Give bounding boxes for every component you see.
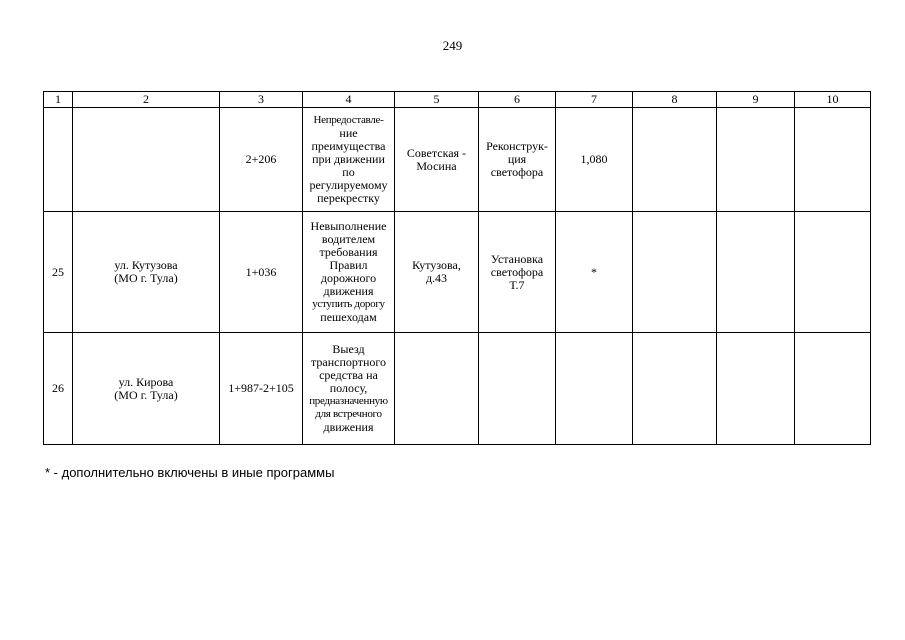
data-table (43, 91, 871, 445)
table-cell (479, 212, 556, 333)
table-cell (395, 333, 479, 445)
table-cell (633, 333, 717, 445)
table-cell: * (556, 212, 633, 333)
cell-line: Выезд (332, 342, 365, 356)
cell-line: дорожного (320, 271, 377, 285)
table-cell: 1,080 (556, 108, 633, 212)
cell-line: (МО г. Тула) (114, 271, 178, 285)
table-cell: 26 (44, 333, 73, 445)
cell-line: Советская - (406, 145, 467, 160)
cell-line: светофора (490, 264, 544, 279)
header-cell: 2 (73, 92, 220, 108)
cell-line: ул. Кирова (118, 374, 174, 389)
page-number: 249 (442, 38, 463, 53)
cell-line: движения (323, 420, 374, 434)
header-cell: 4 (303, 92, 395, 108)
header-cell: 5 (395, 92, 479, 108)
table-cell (303, 333, 395, 445)
table-row (44, 212, 871, 333)
table-cell: 1+036 (220, 212, 303, 333)
header-cell: 1 (44, 92, 73, 108)
cell-line: Невыполнение (310, 219, 387, 233)
cell-line: Кутузова, (412, 258, 461, 272)
cell-line: движения (323, 284, 374, 298)
cell-line: полосу, (329, 381, 368, 395)
table-cell (479, 108, 556, 212)
table-row (44, 108, 871, 212)
header-cell: 7 (556, 92, 633, 108)
cell-line: ция (507, 152, 527, 166)
cell-line: для встречного (315, 408, 382, 420)
table-cell: 2+206 (220, 108, 303, 212)
cell-line: Установка (490, 251, 544, 266)
header-cell: 9 (717, 92, 795, 108)
table-cell (795, 108, 871, 212)
footnote: * - дополнительно включены в иные программы (45, 465, 335, 480)
cell-line: требования (319, 245, 378, 259)
table-cell (395, 212, 479, 333)
table-cell: 1+987-2+105 (220, 333, 303, 445)
cell-line: транспортного (310, 355, 387, 369)
cell-line: водителем (321, 232, 376, 246)
cell-line: средства на (319, 368, 378, 382)
table-header-row (44, 92, 871, 108)
table-cell (717, 212, 795, 333)
cell-line: преимущества (311, 139, 386, 153)
cell-line: Мосина (416, 158, 457, 173)
table-cell (44, 108, 73, 212)
cell-line: Непредоставле- (313, 114, 384, 126)
cell-line: д.43 (425, 271, 448, 285)
cell-line: перекрестку (317, 191, 380, 205)
table-cell (395, 108, 479, 212)
cell-line: предназначенную (309, 395, 388, 407)
cell-line: ул. Кутузова (114, 258, 178, 272)
header-cell: 6 (479, 92, 556, 108)
cell-line: (МО г. Тула) (114, 387, 178, 402)
cell-line: светофора (490, 165, 544, 179)
table-cell (795, 333, 871, 445)
table-cell (633, 108, 717, 212)
cell-line: по (342, 165, 355, 179)
cell-line: уступить дорогу (312, 298, 385, 310)
table-row (44, 333, 871, 445)
table-cell: 25 (44, 212, 73, 333)
table-cell (717, 108, 795, 212)
cell-line: регулируемому (309, 178, 388, 192)
table-cell (479, 333, 556, 445)
table-cell (73, 333, 220, 445)
cell-line: Реконструк- (486, 139, 548, 153)
header-cell: 8 (633, 92, 717, 108)
table-cell (717, 333, 795, 445)
header-cell: 10 (795, 92, 871, 108)
table-cell (303, 108, 395, 212)
cell-line: при движении (312, 152, 385, 166)
cell-line: пешеходам (320, 310, 377, 324)
table-cell (73, 212, 220, 333)
table-cell (73, 108, 220, 212)
cell-line: Т.7 (509, 277, 525, 292)
cell-line: Правил (329, 258, 368, 272)
table-cell (633, 212, 717, 333)
table-cell (303, 212, 395, 333)
header-cell: 3 (220, 92, 303, 108)
table-cell (556, 333, 633, 445)
table-cell (795, 212, 871, 333)
cell-line: ние (339, 126, 358, 140)
